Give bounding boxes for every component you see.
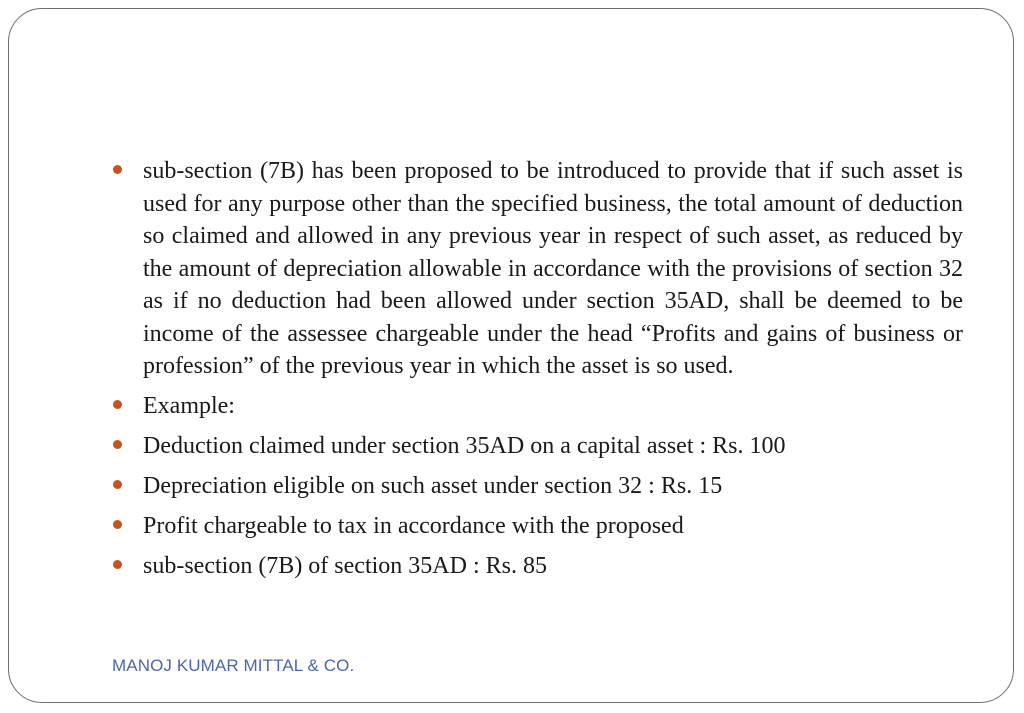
bullet-dot-icon bbox=[113, 560, 122, 569]
slide-content bbox=[112, 155, 963, 590]
bullet-dot-icon bbox=[113, 480, 122, 489]
bullet-item bbox=[112, 510, 963, 543]
bullet-item bbox=[112, 430, 963, 463]
bullet-dot-icon bbox=[113, 440, 122, 449]
bullet-item bbox=[112, 155, 963, 383]
bullet-item bbox=[112, 390, 963, 423]
bullet-text: Depreciation eligible on such asset under section 32 : Rs. 15 bbox=[143, 473, 723, 499]
bullet-dot-icon bbox=[113, 400, 122, 409]
bullet-text: sub-section (7B) has been proposed to be introduced to provide that if such asset is used for any purpose other than the specified business, the total amount of deduction so claimed and allowed in any previous year in respect of such asset, as reduced by the amount of depreciation allowable in accordance with the provisions of section 32 as if no deduction had been allowed under section 35AD, shall be deemed to be income of the assessee chargeable under the head “Profits and gains of business or profession” of the previous year in which the asset is so used. bbox=[143, 158, 963, 379]
bullet-text: Deduction claimed under section 35AD on a capital asset : Rs. 100 bbox=[143, 433, 786, 459]
bullet-text: Profit chargeable to tax in accordance with the proposed bbox=[143, 513, 684, 539]
bullet-item bbox=[112, 470, 963, 503]
bullet-item bbox=[112, 550, 963, 583]
bullet-text: sub-section (7B) of section 35AD : Rs. 85 bbox=[143, 553, 547, 579]
bullet-dot-icon bbox=[113, 165, 122, 174]
footer-firm-name: MANOJ KUMAR MITTAL & CO. bbox=[112, 656, 355, 675]
bullet-dot-icon bbox=[113, 520, 122, 529]
bullet-list bbox=[112, 155, 963, 583]
bullet-text: Example: bbox=[143, 393, 235, 419]
